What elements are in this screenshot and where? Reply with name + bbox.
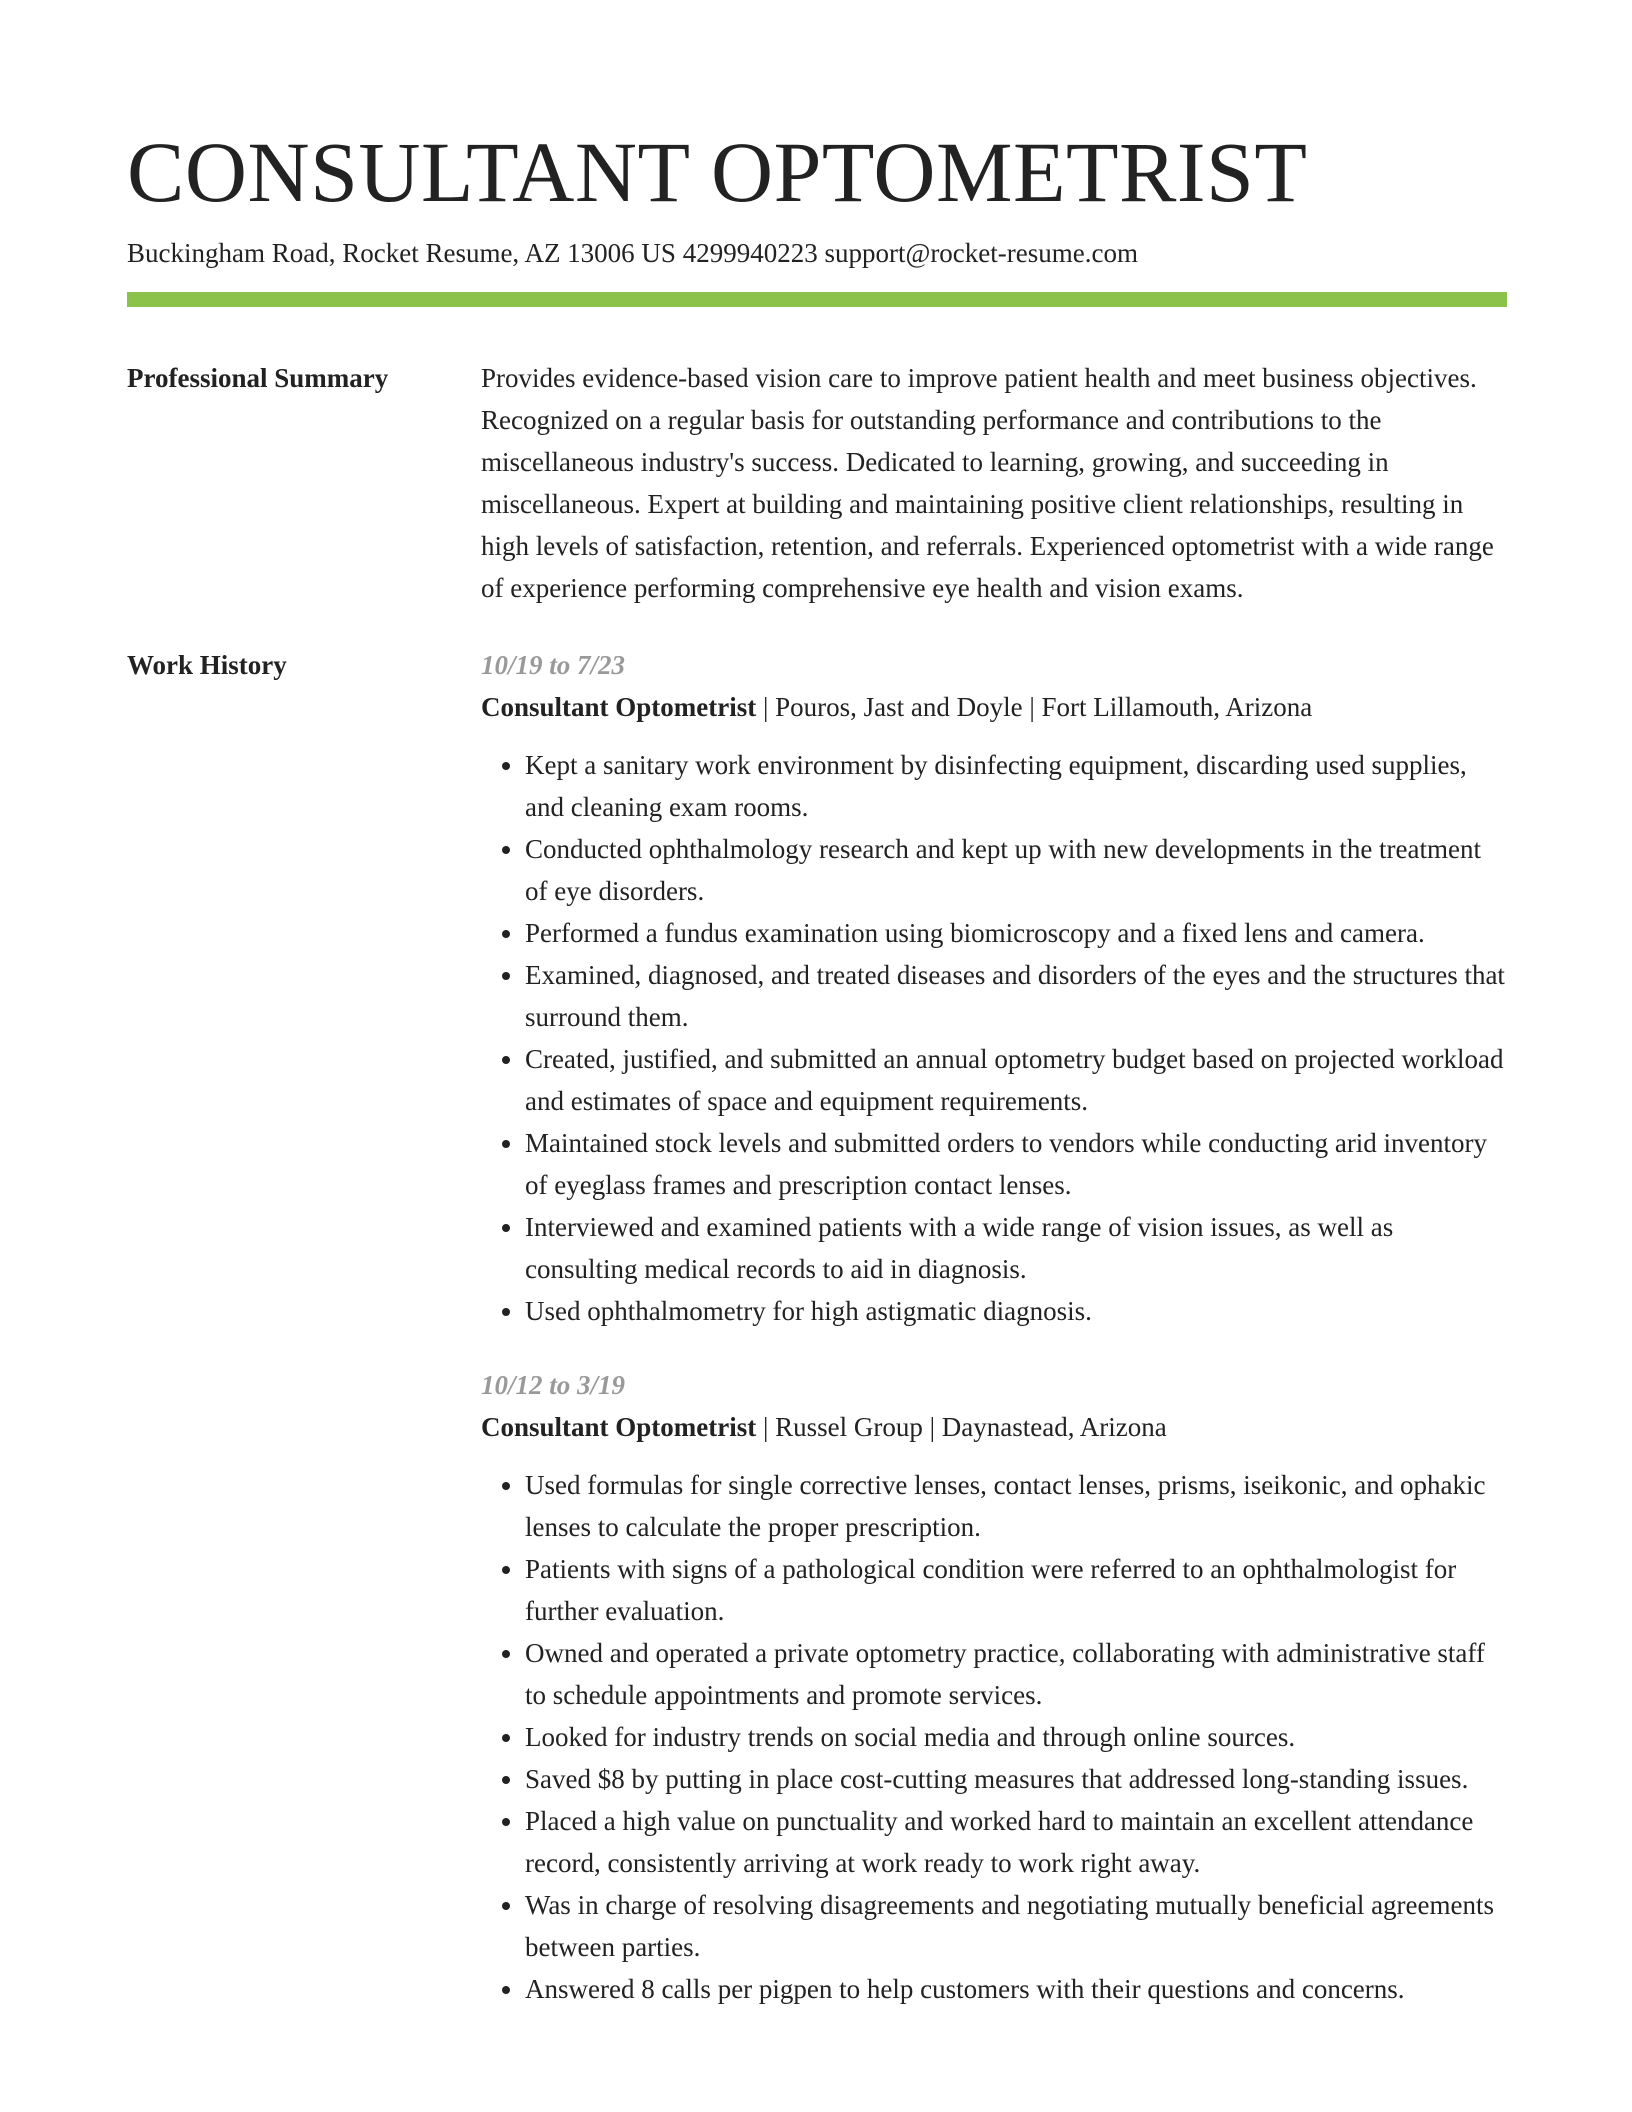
list-item: • Patients with signs of a pathological condition were referred to an ophthalmologist for further evaluation. — [525, 1548, 1507, 1632]
job-details: | Pouros, Jast and Doyle | Fort Lillamouth, Arizona — [756, 692, 1313, 722]
work-history-section — [127, 644, 1507, 2010]
list-item: • Used ophthalmometry for high astigmatic diagnosis. — [525, 1290, 1507, 1332]
list-item: • Saved $8 by putting in place cost-cutting measures that addressed long-standing issues. — [525, 1758, 1507, 1800]
job-title-line — [481, 1406, 1507, 1448]
list-item: • Looked for industry trends on social media and through online sources. — [525, 1716, 1507, 1758]
job-entry — [481, 644, 1507, 1332]
list-item: • Created, justified, and submitted an annual optometry budget based on projected workload and estimates of space and equipment requirements. — [525, 1038, 1507, 1122]
professional-summary-section — [127, 357, 1507, 609]
list-item: • Was in charge of resolving disagreements and negotiating mutually beneficial agreements between parties. — [525, 1884, 1507, 1968]
list-item: • Used formulas for single corrective lenses, contact lenses, prisms, iseikonic, and ophakic lenses to calculate the proper prescription. — [525, 1464, 1507, 1548]
list-item: • Conducted ophthalmology research and kept up with new developments in the treatment of eye disorders. — [525, 828, 1507, 912]
job-title: Consultant Optometrist — [481, 692, 757, 722]
section-label-summary: Professional Summary — [127, 363, 389, 393]
resume-page — [127, 118, 1507, 2010]
list-item: • Owned and operated a private optometry practice, collaborating with administrative staff to schedule appointments and promote services. — [525, 1632, 1507, 1716]
accent-divider — [127, 292, 1507, 307]
list-item: • Examined, diagnosed, and treated diseases and disorders of the eyes and the structures that surround them. — [525, 954, 1507, 1038]
job-details: | Russel Group | Daynastead, Arizona — [756, 1412, 1167, 1442]
job-dates: 10/12 to 3/19 — [481, 1370, 626, 1400]
job-bullets — [481, 744, 1507, 1332]
work-history-body — [481, 644, 1507, 2010]
list-item: • Kept a sanitary work environment by disinfecting equipment, discarding used supplies, and cleaning exam rooms. — [525, 744, 1507, 828]
job-bullets — [481, 1464, 1507, 2010]
list-item: • Answered 8 calls per pigpen to help customers with their questions and concerns. — [525, 1968, 1507, 2010]
list-item: • Interviewed and examined patients with a wide range of vision issues, as well as consulting medical records to aid in diagnosis. — [525, 1206, 1507, 1290]
list-item: • Maintained stock levels and submitted orders to vendors while conducting arid inventory of eyeglass frames and prescription contact lenses. — [525, 1122, 1507, 1206]
resume-name: CONSULTANT OPTOMETRIST — [127, 124, 1308, 220]
job-entry — [481, 1364, 1507, 2010]
job-title: Consultant Optometrist — [481, 1412, 757, 1442]
job-dates: 10/19 to 7/23 — [481, 650, 626, 680]
contact-line: Buckingham Road, Rocket Resume, AZ 13006 US 4299940223 support@rocket-resume.com — [127, 238, 1138, 268]
job-title-line — [481, 686, 1507, 728]
list-item: • Placed a high value on punctuality and worked hard to maintain an excellent attendance record, consistently arriving at work ready to work right away. — [525, 1800, 1507, 1884]
list-item: • Performed a fundus examination using biomicroscopy and a fixed lens and camera. — [525, 912, 1507, 954]
summary-text: Provides evidence-based vision care to improve patient health and meet business objectives. Recognized on a regular basis for outstanding performance and contributions to the miscellaneous industry's success. Dedicated to learning, growing, and succeeding in miscellaneous. Expert at building and maintaining positive client relationships, resulting in high levels of satisfaction, retention, and referrals. Experienced optometrist with a wide range of experience performing comprehensive eye health and vision exams. — [481, 363, 1494, 603]
section-label-work-history: Work History — [127, 650, 287, 680]
